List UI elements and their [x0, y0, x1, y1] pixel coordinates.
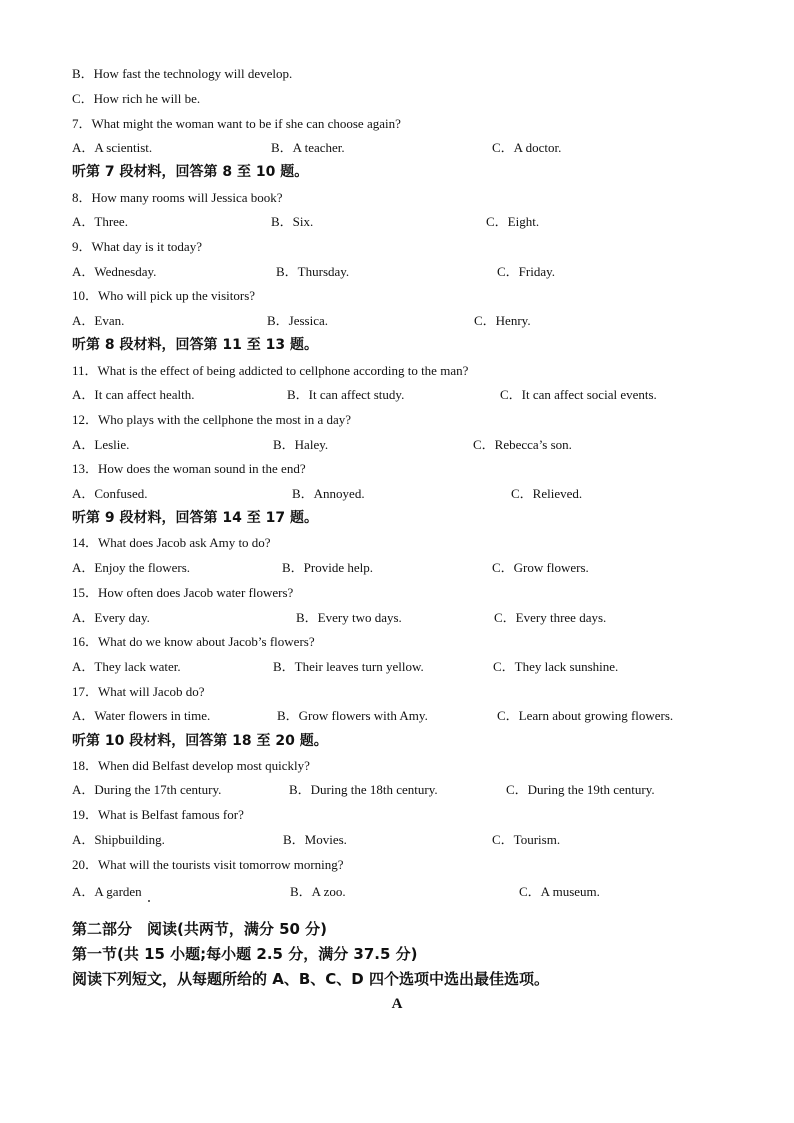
q7-option-a: A．A scientist. — [72, 140, 153, 155]
q12-option-a: A．Leslie. — [72, 437, 130, 452]
q17-option-b: B．Grow flowers with Amy. — [277, 708, 428, 723]
q18-option-a: A．During the 17th century. — [72, 782, 222, 797]
q19-option-a: A．Shipbuilding. — [72, 832, 165, 847]
question-11: 11．What is the effect of being addicted to cellphone according to the man? — [72, 363, 469, 378]
q19-option-c: C．Tourism. — [492, 832, 561, 847]
section-heading-8: 听第 8 段材料，回答第 11 至 13 题。 — [72, 337, 318, 353]
section-heading-10: 听第 10 段材料，回答第 18 至 20 题。 — [72, 733, 328, 749]
q9-option-c: C．Friday. — [497, 264, 556, 279]
q14-option-b: B．Provide help. — [282, 560, 373, 575]
question-16: 16．What do we know about Jacob’s flowers? — [72, 634, 315, 649]
q13-option-b: B．Annoyed. — [292, 486, 365, 501]
q13-option-c: C．Relieved. — [511, 486, 583, 501]
question-20: 20．What will the tourists visit tomorrow morning? — [72, 857, 344, 872]
q8-option-c: C．Eight. — [486, 214, 540, 229]
section-one-heading: 第一节(共 15 小题;每小题 2.5 分，满分 37.5 分) — [72, 945, 418, 963]
q12-option-c: C．Rebecca’s son. — [473, 437, 572, 452]
stray-dot — [148, 900, 150, 902]
q18-option-c: C．During the 19th century. — [506, 782, 655, 797]
option-line: C．How rich he will be. — [72, 91, 201, 106]
question-15: 15．How often does Jacob water flowers? — [72, 585, 294, 600]
q9-option-a: A．Wednesday. — [72, 264, 157, 279]
q10-option-a: A．Evan. — [72, 313, 125, 328]
q15-option-b: B．Every two days. — [296, 610, 402, 625]
q10-option-c: C．Henry. — [474, 313, 531, 328]
q11-option-c: C．It can affect social events. — [500, 387, 657, 402]
q18-option-b: B．During the 18th century. — [289, 782, 438, 797]
q16-option-b: B．Their leaves turn yellow. — [273, 659, 424, 674]
q20-option-c: C．A museum. — [519, 884, 600, 899]
passage-label: A — [391, 996, 403, 1012]
q8-option-a: A．Three. — [72, 214, 128, 229]
question-7: 7．What might the woman want to be if she can choose again? — [72, 116, 401, 131]
q16-option-a: A．They lack water. — [72, 659, 181, 674]
q17-option-a: A．Water flowers in time. — [72, 708, 211, 723]
q20-option-a: A．A garden — [72, 884, 142, 899]
q15-option-c: C．Every three days. — [494, 610, 607, 625]
question-12: 12．Who plays with the cellphone the most in a day? — [72, 412, 352, 427]
question-10: 10．Who will pick up the visitors? — [72, 288, 256, 303]
q12-option-b: B．Haley. — [273, 437, 329, 452]
section-heading-7: 听第 7 段材料，回答第 8 至 10 题。 — [72, 164, 309, 180]
q10-option-b: B．Jessica. — [267, 313, 329, 328]
question-8: 8．How many rooms will Jessica book? — [72, 190, 283, 205]
question-17: 17．What will Jacob do? — [72, 684, 205, 699]
q11-option-b: B．It can affect study. — [287, 387, 405, 402]
q20-option-b: B．A zoo. — [290, 884, 346, 899]
q14-option-a: A．Enjoy the flowers. — [72, 560, 191, 575]
q8-option-b: B．Six. — [271, 214, 314, 229]
q13-option-a: A．Confused. — [72, 486, 148, 501]
reading-instructions: 阅读下列短文，从每题所给的 A、B、C、D 四个选项中选出最佳选项。 — [72, 970, 549, 988]
q9-option-b: B．Thursday. — [276, 264, 350, 279]
q17-option-c: C．Learn about growing flowers. — [497, 708, 674, 723]
question-13: 13．How does the woman sound in the end? — [72, 461, 306, 476]
q15-option-a: A．Every day. — [72, 610, 150, 625]
q11-option-a: A．It can affect health. — [72, 387, 195, 402]
question-19: 19．What is Belfast famous for? — [72, 807, 244, 822]
question-14: 14．What does Jacob ask Amy to do? — [72, 535, 271, 550]
option-line: B．How fast the technology will develop. — [72, 66, 293, 81]
question-9: 9．What day is it today? — [72, 239, 202, 254]
section-heading-9: 听第 9 段材料，回答第 14 至 17 题。 — [72, 510, 318, 526]
q7-option-b: B．A teacher. — [271, 140, 345, 155]
q7-option-c: C．A doctor. — [492, 140, 562, 155]
q14-option-c: C．Grow flowers. — [492, 560, 589, 575]
question-18: 18．When did Belfast develop most quickly? — [72, 758, 310, 773]
q16-option-c: C．They lack sunshine. — [493, 659, 619, 674]
q19-option-b: B．Movies. — [283, 832, 347, 847]
part-two-heading: 第二部分 阅读(共两节，满分 50 分) — [72, 920, 328, 938]
